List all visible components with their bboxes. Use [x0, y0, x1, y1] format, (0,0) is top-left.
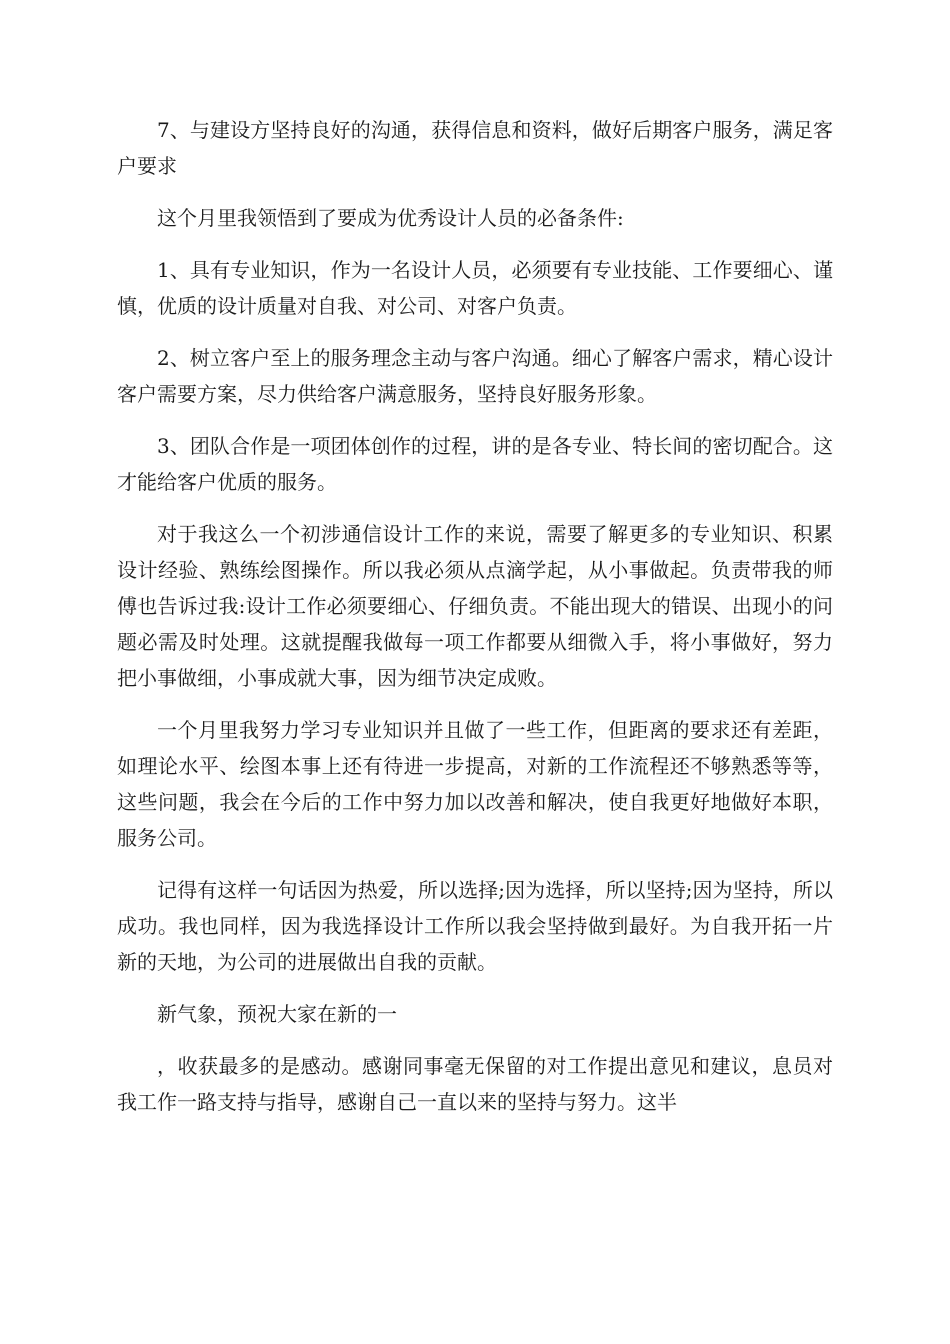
- paragraph-item-7: 7、与建设方坚持良好的沟通，获得信息和资料，做好后期客户服务，满足客户要求: [117, 118, 833, 178]
- paragraph-condition-2: 2、树立客户至上的服务理念主动与客户沟通。细心了解客户需求，精心设计客户需要方案，尽力供给客户满意服务，坚持良好服务形象。: [117, 346, 833, 406]
- document-body: [117, 112, 833, 1136]
- paragraph-conditions-intro: 这个月里我领悟到了要成为优秀设计人员的必备条件:: [157, 206, 624, 230]
- paragraph-progress: 一个月里我努力学习专业知识并且做了一些工作，但距离的要求还有差距，如理论水平、绘图本事上还有待进一步提高，对新的工作流程还不够熟悉等等，这些问题，我会在今后的工作中努力加以改善和解决，使自我更好地做好本职，服务公司。: [117, 718, 833, 850]
- paragraph-condition-3: 3、团队合作是一项团体创作的过程，讲的是各专业、特长间的密切配合。这才能给客户优质的服务。: [117, 434, 833, 494]
- paragraph-motto: 记得有这样一句话因为热爱，所以选择;因为选择，所以坚持;因为坚持，所以成功。我也同样，因为我选择设计工作所以我会坚持做到最好。为自我开拓一片新的天地，为公司的进展做出自我的贡献。: [117, 878, 833, 974]
- paragraph-thanks: ，收获最多的是感动。感谢同事毫无保留的对工作提出意见和建议，息员对我工作一路支持与指导，感谢自己一直以来的坚持与努力。这半: [117, 1054, 833, 1114]
- paragraph-new-year: 新气象，预祝大家在新的一: [157, 1002, 397, 1026]
- paragraph-condition-1: 1、具有专业知识，作为一名设计人员，必须要有专业技能、工作要细心、谨慎，优质的设计质量对自我、对公司、对客户负责。: [117, 258, 833, 318]
- paragraph-learning: 对于我这么一个初涉通信设计工作的来说，需要了解更多的专业知识、积累设计经验、熟练绘图操作。所以我必须从点滴学起，从小事做起。负责带我的师傅也告诉过我:设计工作必须要细心、仔细负责。不能出现大的错误、出现小的问题必需及时处理。这就提醒我做每一项工作都要从细微入手，将小事做好，努力把小事做细，小事成就大事，因为细节决定成败。: [117, 522, 833, 690]
